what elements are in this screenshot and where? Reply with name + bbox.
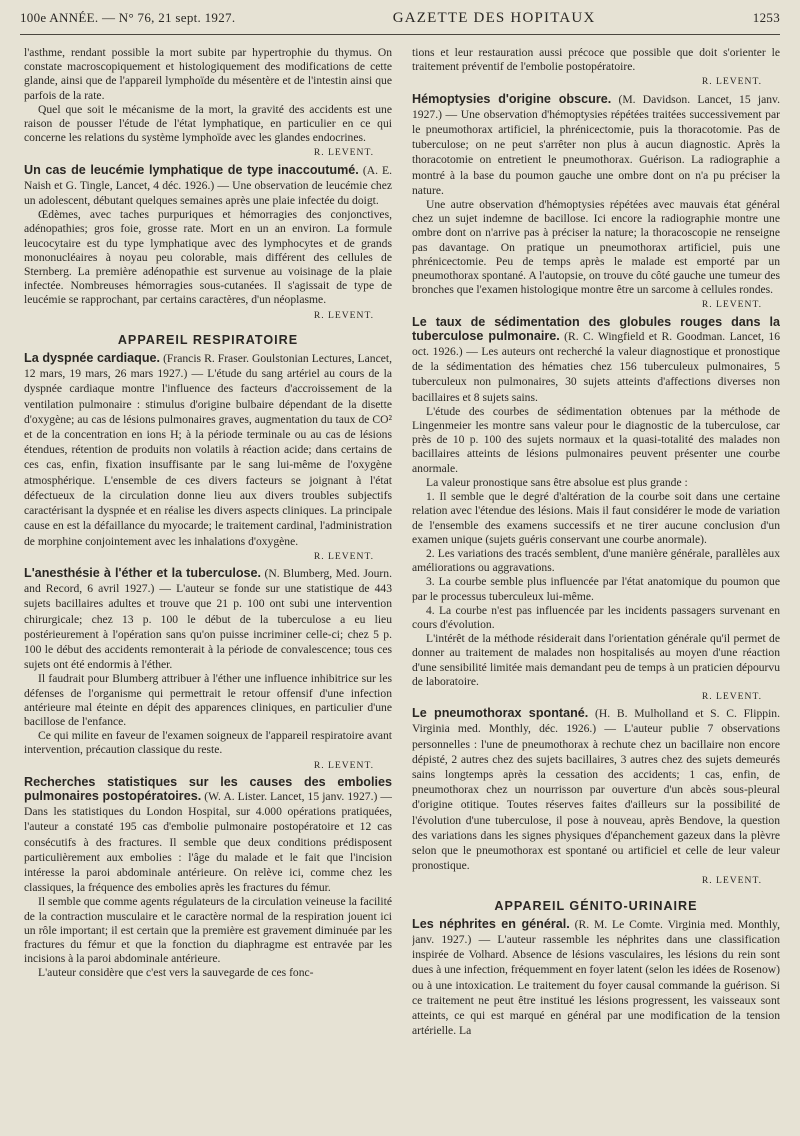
article-title: L'anesthésie à l'éther et la tuberculose. bbox=[24, 565, 262, 580]
right-column bbox=[412, 46, 780, 1128]
author-signature: R. LEVENT. bbox=[701, 875, 762, 887]
author-signature: R. LEVENT. bbox=[313, 309, 374, 321]
article-reference: (H. B. Mulholland et S. C. Flippin. Virginia med. Monthly, déc. 1926.) — L'auteur publie 7 observations personnelles : l'une de pneumothorax à rechute chez un bacillaire non encore dépisté, 2 autres chez des sujets bacillaires, 3 autres chez des sujets demeurés sains longtemps après la cessation des accidents; 1 cas, enfin, de pneumothorax chez un nourrisson par ouverture d'un abcès sous-pleural d'origine otitique. Toutes réserves faites d'ailleurs sur la possibilité de l'évolution d'une tuberculose, il pose à nouveau, après Bendove, la question des variations dans les signes physiques d'épanchement gazeux dans la plèvre selon que le pneumothorax est spontané ou artificiel et celle de leur valeur pronostique. bbox=[412, 707, 780, 873]
paragraph: L'intérêt de la méthode résiderait dans l'orientation générale qu'il permet de donner au traitement de malades non hospitalisés au moyen d'une réaction d'une sensibilité limitée mais demandant peu de temps à un praticien dépourvu de laboratoire. bbox=[412, 632, 780, 688]
article-heading bbox=[412, 706, 780, 873]
issue-info: 100e ANNÉE. — N° 76, 21 sept. 1927. bbox=[20, 10, 236, 25]
article-reference: (W. A. Lister. Lancet, 15 janv. 1927.) — Dans les statistiques du London Hospital, sur 4.000 opérations pratiquées, l'auteur a constaté 195 cas d'embolie pulmonaire postopératoire et 12 cas consécutifs à des fractures. Il semble que deux conditions prédisposent particulièrement aux embolies : l'âge du malade et le fait que l'incision intéresse la paroi abdominale antérieure. On relève ici, comme chez les classiques, la fréquence des embolies après les fractures du fémur. bbox=[24, 789, 392, 895]
author-signature: R. LEVENT. bbox=[701, 299, 762, 311]
article-title: Les néphrites en général. bbox=[412, 916, 570, 931]
paragraph: Ce qui milite en faveur de l'examen soigneux de l'appareil respiratoire avant intervention, précaution classique du reste. bbox=[24, 729, 392, 757]
paragraph: Quel que soit le mécanisme de la mort, la gravité des accidents est une raison de pousser l'étude de l'état lymphatique, en particulier en ce qui concerne les relations du système lymphoïde avec les glandes endocrines. bbox=[24, 102, 392, 145]
article-title: Hémoptysies d'origine obscure. bbox=[412, 91, 612, 106]
author-signature: R. LEVENT. bbox=[701, 76, 762, 88]
paragraph: l'asthme, rendant possible la mort subite par hypertrophie du thymus. On constate macroscopiquement et histologiquement des modifications de cette glande, ainsi que de l'appareil lymphoïde du mésentère et de l'intestin ainsi que parfois de la rate. bbox=[24, 46, 392, 102]
article-reference: (M. Davidson. Lancet, 15 janv. 1927.) — Une observation d'hémoptysies répétées traitées successivement par le pneumothorax artificiel, la phrénicectomie, puis la thoracotomie. Pas de tuberculose; on ne peut s'arrêter non plus à aucun diagnostic. Après la thoracotomie on entretient le pneumothorax. Guérison. La radiographie a montré à la base du poumon gauche une ombre dont on n'a pu préciser la nature. bbox=[412, 92, 780, 197]
paragraph: Œdèmes, avec taches purpuriques et hémorragies des conjonctives, adénopathies; gros foie, grosse rate. Mort en un an environ. La formule leucocytaire est du type lymphatique avec des lymphocytes et de grands mononucléaires à noyau peu colorable, mais différent des cellules de Sternberg. La première adénopathie est survenue au voisinage de la plaie infectée. Nombreuses hémorragies sous-cutanées. Il s'agissait de type de leucémie se rapprochant, par certains caractères, d'un néoplasme. bbox=[24, 208, 392, 307]
article-heading bbox=[412, 315, 780, 405]
paragraph: Il semble que comme agents régulateurs de la circulation veineuse la facilité de la contraction musculaire et le caractère normal de la respiration jouent ici un rôle important; il est certain que la première est gravement diminuée par les fractures du fémur et que la fonction du diaphragme est entravée par les incisions à la paroi abdominale antérieure. bbox=[24, 895, 392, 966]
article-title: La dyspnée cardiaque. bbox=[24, 351, 161, 366]
article-title: Un cas de leucémie lymphatique de type inaccoutumé. bbox=[24, 162, 359, 177]
section-heading: APPAREIL GÉNITO-URINAIRE bbox=[494, 898, 698, 913]
article-heading bbox=[24, 775, 392, 896]
paragraph: 4. La courbe n'est pas influencée par les incidents passagers survenant en cours d'évolution. bbox=[412, 603, 780, 631]
paragraph: Une autre observation d'hémoptysies répétées avec mauvais état général chez un sujet indemne de bacillose. Ici encore la radiographie montre une ombre dont on n'arrive pas à préciser la nature; la thoracoscopie ne renseigne pas davantage. On pratique un pneumothorax artificiel, puis une phrénicectomie. Peu de temps après le malade est emporté par un pneumothorax spontané. A l'autopsie, on trouve du côté gauche une tumeur des bronches que l'examen histologique montre être un sarcome à cellules rondes. bbox=[412, 198, 780, 297]
paragraph: La valeur pronostique sans être absolue est plus grande : bbox=[426, 475, 688, 489]
author-signature: R. LEVENT. bbox=[701, 690, 762, 702]
article-reference: (Francis R. Fraser. Goulstonian Lectures, Lancet, 12 mars, 19 mars, 26 mars 1927.) — L'étude du sang artériel au cours de la dyspnée cardiaque montre l'influence des facteurs d'accroissement de la ventilation pulmonaire : stimulus d'origine bulbaire dépendant de la disette d'oxygène; au cas de lésions pulmonaires graves, augmentation du taux de CO² et de la concentration en ions H; à la période terminale ou au cas de lésions étendues, rétention de produits non volatils à réaction acide; dans certains de ces cas, enfin, fixation insuffisante par le sang lui-même de l'oxygène atmosphérique. L'ensemble de ces divers facteurs se joignant à l'état défectueux de la circulation donne lieu aux divers troubles subjectifs caractérisant la dyspnée et en réalise les divers aspects cliniques. La principale cause en est la défaillance du myocarde; le traitement cardinal, l'administration de morphine conjointement avec les inhalations d'oxygène. bbox=[24, 352, 392, 548]
paragraph: L'auteur considère que c'est vers la sauvegarde de ces fonc- bbox=[38, 966, 314, 980]
article-heading bbox=[412, 92, 780, 198]
article-heading bbox=[24, 163, 392, 209]
article-reference: (N. Blumberg, Med. Journ. and Record, 6 avril 1927.) — L'auteur se fonde sur une statistique de 443 sujets bacillaires adultes et trouve que 21 p. 100 ont subi une intervention chirurgicale; chez 13 p. 100 le début de la tuberculose a eu lieu postérieurement à l'opération sans qu'on puisse incriminer celle-ci; chez 5 p. 100 le début des accidents remonterait à la période de convalescence; tous ces sujets ont été endormis à l'éther. bbox=[24, 566, 392, 672]
article-title: Le pneumothorax spontané. bbox=[412, 706, 589, 721]
author-signature: R. LEVENT. bbox=[313, 147, 374, 159]
section-heading: APPAREIL RESPIRATOIRE bbox=[117, 332, 299, 347]
paragraph: L'étude des courbes de sédimentation obtenues par la méthode de Lingenmeier les montre sans valeur pour le diagnostic de la tuberculose, car près de 10 p. 100 des sujets normaux et la quasi-totalité des malades non bacillaires atteints de lésions pulmonaires peuvent présenter une courbe anormale. bbox=[412, 404, 780, 475]
journal-title: GAZETTE DES HOPITAUX bbox=[392, 10, 596, 26]
left-column bbox=[24, 46, 392, 1128]
running-head bbox=[20, 10, 780, 35]
article-title: Recherches statistiques sur les causes des embolies pulmonaires postopératoires. bbox=[24, 774, 392, 803]
article-heading bbox=[24, 351, 392, 549]
paragraph: 2. Les variations des tracés semblent, d'une manière générale, parallèles aux améliorations ou aggravations. bbox=[412, 546, 780, 575]
paragraph: Il faudrait pour Blumberg attribuer à l'éther une influence inhibitrice sur les défenses de l'organisme qui permettrait le retour offensif d'une infection antérieure mal éteinte en dépit des apparences cliniques, en particulier d'une bacillose de l'enfance. bbox=[24, 672, 392, 728]
author-signature: R. LEVENT. bbox=[313, 550, 374, 562]
author-signature: R. LEVENT. bbox=[313, 759, 374, 771]
article-title: Le taux de sédimentation des globules rouges dans la tuberculose pulmonaire. bbox=[412, 314, 780, 343]
paragraph: 1. Il semble que le degré d'altération de la courbe soit dans une certaine relation avec l'étendue des lésions. Mais il faut considérer le mode de variation de l'ensemble des examens successifs et ne tirer aucune conclusion d'un examen unique (sujets guéris conservant une courbe anormale). bbox=[412, 490, 780, 546]
article-reference: (R. C. Wingfield et R. Goodman. Lancet, 16 oct. 1926.) — Les auteurs ont recherché la valeur diagnostique et pronostique de la sédimentation des hématies chez 156 tuberculeux pulmonaires, 5 tuberculeux non pulmonaires, 30 sujets atteints d'affections diverses non bacillaires et 8 sujets sains. bbox=[412, 329, 780, 404]
article-reference: (A. E. Naish et G. Tingle, Lancet, 4 déc. 1926.) — Une observation de leucémie chez un adolescent, débutant quelques semaines après une plaie infectée du doigt. bbox=[24, 163, 392, 208]
article-heading bbox=[24, 566, 392, 672]
paragraph: tions et leur restauration aussi précoce que possible que doit s'orienter le traitement préventif de l'embolie postopératoire. bbox=[412, 46, 780, 74]
article-reference: (R. M. Le Comte. Virginia med. Monthly, janv. 1927.) — L'auteur rassemble les néphrites dans une classification inspirée de Volhard. Absence de lésions vasculaires, les lésions du rein sont dues à une infection, fréquemment en foyer latent (selon les idées de Rosenow) ou à une intoxication. Le traitement du foyer causal commande la guérison. Si ce traitement ne peut être institué les lésions progressent, les vaisseaux sont atteints, ce qui est marqué en général par une modification de la tension artérielle. La bbox=[412, 917, 780, 1038]
page-number: 1253 bbox=[752, 10, 780, 25]
text-columns bbox=[24, 46, 780, 1128]
article-heading bbox=[412, 917, 780, 1039]
paragraph: 3. La courbe semble plus influencée par l'état anatomique du poumon que par le processus tuberculeux lui-même. bbox=[412, 575, 780, 603]
